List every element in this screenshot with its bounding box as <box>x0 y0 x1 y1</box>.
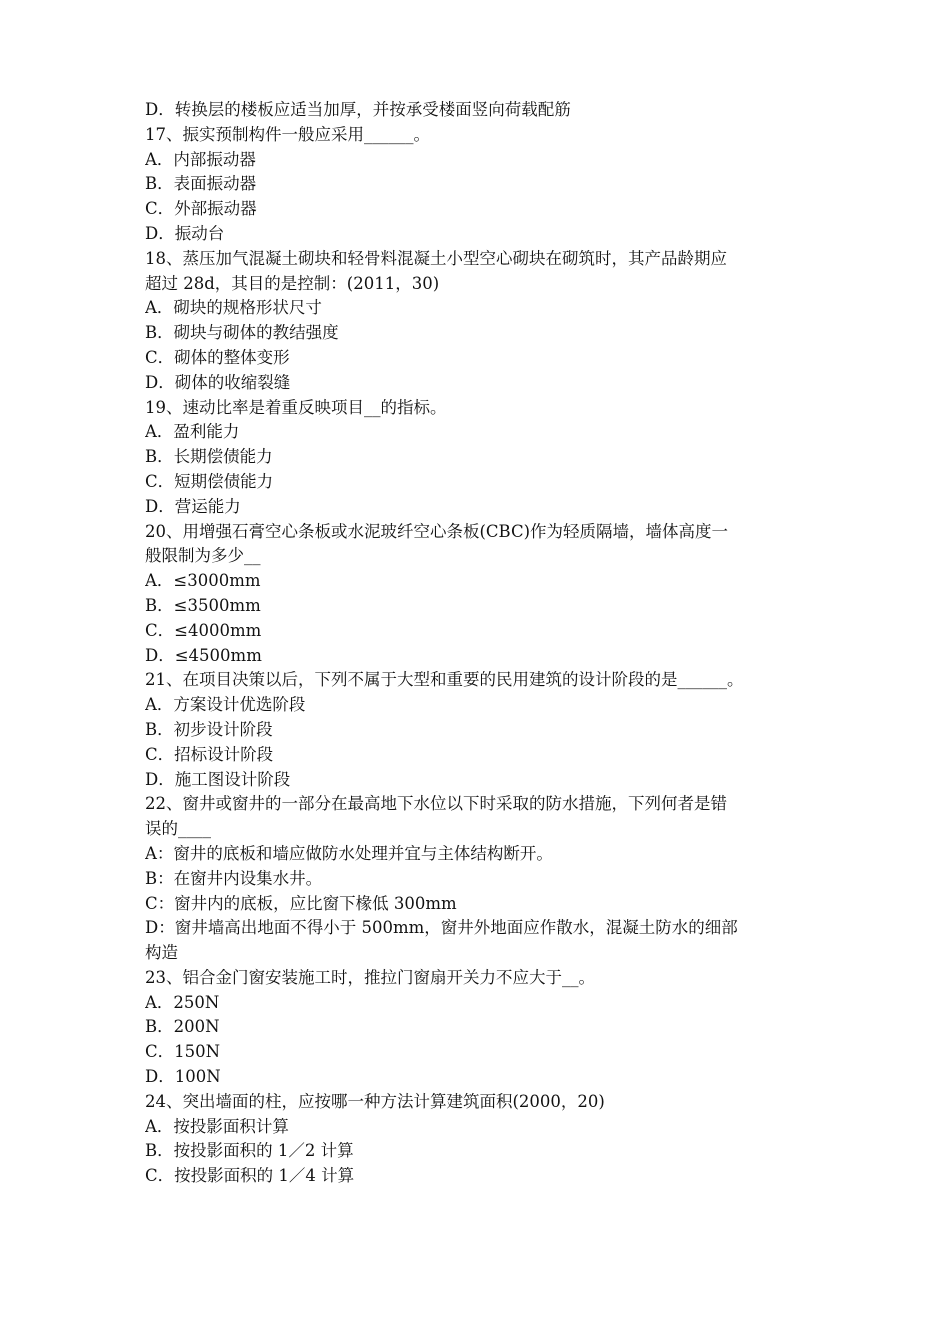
text-line: D．转换层的楼板应适当加厚，并按承受楼面竖向荷载配筋 <box>145 100 571 119</box>
option-a: A．≤3000mm <box>145 571 261 591</box>
option-a: A．按投影面积计算 <box>145 1116 289 1136</box>
option-a: A．砌块的规格形状尺寸 <box>145 298 322 318</box>
option-a: A．内部振动器 <box>145 149 256 169</box>
option-d: D．砌体的收缩裂缝 <box>145 372 291 392</box>
question-20: 20、用增强石膏空心条板或水泥玻纤空心条板(CBC)作为轻质隔墙，墙体高度一 <box>145 521 729 541</box>
option-b: B：在窗井内设集水井。 <box>145 868 323 888</box>
option-c: C．按投影面积的 1／4 计算 <box>145 1166 355 1186</box>
question-21: 21、在项目决策以后，下列不属于大型和重要的民用建筑的设计阶段的是______。 <box>145 670 744 690</box>
question-20-cont: 般限制为多少__ <box>145 546 261 566</box>
option-b: B．按投影面积的 1／2 计算 <box>145 1141 354 1161</box>
option-b: B．表面振动器 <box>145 174 257 194</box>
option-d: D．营运能力 <box>145 496 241 516</box>
option-d: D．振动台 <box>145 223 225 243</box>
option-c: C．砌体的整体变形 <box>145 347 290 367</box>
option-b: B．初步设计阶段 <box>145 719 273 739</box>
option-a: A：窗井的底板和墙应做防水处理并宜与主体结构断开。 <box>145 843 553 863</box>
option-b: B．≤3500mm <box>145 595 261 615</box>
question-22: 22、窗井或窗井的一部分在最高地下水位以下时采取的防水措施，下列何者是错 <box>145 794 727 814</box>
question-19: 19、速动比率是着重反映项目__的指标。 <box>145 397 447 417</box>
option-d: D．施工图设计阶段 <box>145 769 291 789</box>
option-c: C：窗井内的底板，应比窗下椽低 300mm <box>145 893 457 913</box>
question-18: 18、蒸压加气混凝土砌块和轻骨料混凝土小型空心砌块在砌筑时，其产品龄期应 <box>145 248 727 268</box>
option-b: B．砌块与砌体的教结强度 <box>145 323 339 343</box>
option-a: A．盈利能力 <box>145 422 240 442</box>
question-23: 23、铝合金门窗安装施工时，推拉门窗扇开关力不应大于__。 <box>145 967 595 987</box>
option-b: B．200N <box>145 1017 220 1037</box>
question-17: 17、振实预制构件一般应采用______。 <box>145 124 430 144</box>
option-c: C．外部振动器 <box>145 199 257 219</box>
document-page <box>145 98 810 1189</box>
option-c: C．≤4000mm <box>145 620 262 640</box>
option-b: B．长期偿债能力 <box>145 447 273 467</box>
question-18-cont: 超过 28d，其目的是控制：(2011，30) <box>145 273 440 293</box>
option-d: D：窗井墙高出地面不得小于 500mm，窗井外地面应作散水，混凝土防水的细部 <box>145 918 738 938</box>
option-a: A．方案设计优选阶段 <box>145 695 306 715</box>
option-c: C．150N <box>145 1042 221 1062</box>
question-22-cont: 误的____ <box>145 819 211 839</box>
option-a: A．250N <box>145 992 220 1012</box>
option-c: C．短期偿债能力 <box>145 471 274 491</box>
option-c: C．招标设计阶段 <box>145 744 274 764</box>
question-24: 24、突出墙面的柱，应按哪一种方法计算建筑面积(2000，20) <box>145 1091 605 1111</box>
option-d: D．100N <box>145 1067 221 1087</box>
option-d-cont: 构造 <box>145 943 178 963</box>
option-d: D．≤4500mm <box>145 645 262 665</box>
